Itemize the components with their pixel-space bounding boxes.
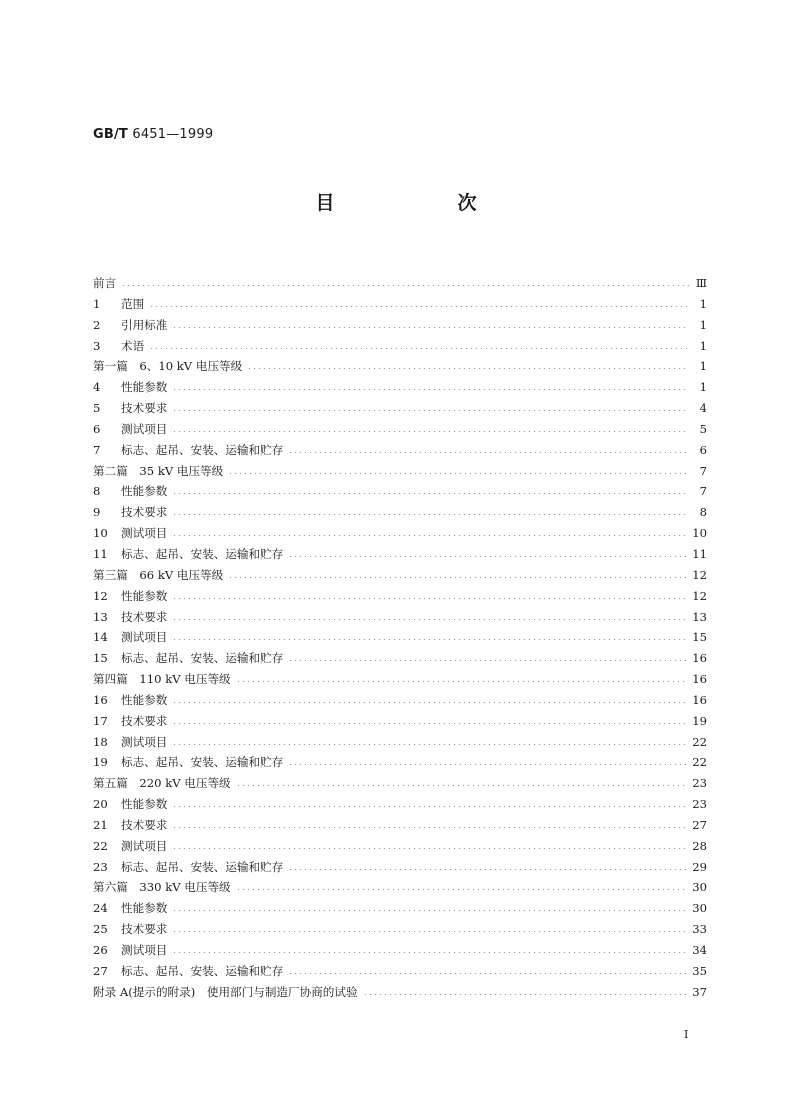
toc-entry-number: 15 [93,651,108,666]
toc-entry-number: 25 [93,922,108,937]
leader-dots [172,504,689,515]
toc-entry-text: 第二篇 35 kV 电压等级 [93,463,224,478]
leader-dots [121,275,689,286]
toc-entry-text: 测试项目 [121,838,168,853]
toc-entry[interactable] [93,400,707,421]
toc-entry-page: Ⅲ [695,276,707,290]
toc-entry-text: 附录 A(提示的附录) 使用部门与制造厂协商的试验 [93,984,358,999]
toc-entry[interactable] [93,713,707,734]
toc-entry-number: 20 [93,797,108,812]
toc-entry-text: 技术要求 [121,817,168,832]
leader-dots [172,421,689,432]
toc-entry-page: 27 [692,817,707,832]
toc-entry-text: 第六篇 330 kV 电压等级 [93,880,231,895]
toc-entry-page: 16 [692,692,707,707]
toc-entry-text: 范围 [121,296,145,311]
toc-entry-number: 19 [93,755,108,770]
toc-entry-label [93,629,167,645]
toc-entry-label [93,879,231,895]
table-of-contents [93,275,707,1005]
toc-entry-number: 21 [93,817,108,832]
leader-dots [172,317,689,328]
leader-dots [172,921,686,932]
toc-entry-text: 性能参数 [121,901,168,916]
toc-entry[interactable] [93,379,707,400]
leader-dots [288,650,686,661]
toc-entry-number: 7 [93,442,101,457]
toc-entry-text: 引用标准 [121,317,168,332]
toc-entry[interactable] [93,442,707,463]
toc-entry-text: 技术要求 [121,505,168,520]
toc-entry-page: 29 [692,859,707,874]
leader-dots [288,859,686,870]
leader-dots [172,588,686,599]
leader-dots [172,713,686,724]
toc-entry-text: 性能参数 [121,692,168,707]
toc-entry[interactable] [93,275,707,296]
leader-dots [363,984,687,995]
toc-entry-label [93,754,283,770]
standard-number: 6451—1999 [132,127,214,142]
toc-entry-page: 7 [699,484,707,499]
toc-entry-label [93,796,167,812]
toc-entry-page: 37 [692,984,707,999]
toc-entry-number: 6 [93,421,101,436]
toc-entry[interactable] [93,567,707,588]
toc-entry[interactable] [93,963,707,984]
toc-entry-label [93,942,167,958]
toc-entry[interactable] [93,421,707,442]
toc-entry-page: 1 [699,359,707,374]
toc-entry[interactable] [93,900,707,921]
toc-entry[interactable] [93,483,707,504]
toc-entry-label [93,713,167,729]
toc-entry-label [93,525,167,541]
toc-entry[interactable] [93,838,707,859]
toc-entry-label [93,546,283,562]
toc-entry-number: 3 [93,338,101,353]
toc-entry-page: 34 [692,943,707,957]
toc-entry-text: 测试项目 [121,943,168,957]
toc-entry-text: 标志、起吊、安装、运输和贮存 [121,755,284,770]
toc-entry-page: 5 [699,421,707,436]
leader-dots [172,942,686,953]
toc-entry-number: 11 [93,546,108,561]
toc-entry[interactable] [93,921,707,942]
toc-entry-text: 技术要求 [121,401,168,416]
toc-entry-label [93,296,144,312]
toc-entry-page: 23 [692,776,707,791]
toc-entry-text: 第四篇 110 kV 电压等级 [93,672,231,687]
toc-entry-number: 17 [93,713,108,728]
toc-entry-page: 12 [692,588,707,603]
toc-entry[interactable] [93,796,707,817]
toc-entry-label [93,817,167,833]
toc-entry-label [93,379,167,395]
toc-entry-page: 23 [692,797,707,812]
toc-entry-number: 8 [93,484,101,499]
toc-entry-label [93,442,283,458]
toc-entry-number: 14 [93,630,108,645]
toc-entry[interactable] [93,734,707,755]
toc-entry-text: 第三篇 66 kV 电压等级 [93,567,224,582]
toc-entry-text: 标志、起吊、安装、运输和贮存 [121,963,284,978]
toc-entry-page: 22 [692,734,707,749]
toc-entry-number: 13 [93,609,108,624]
toc-entry-page: 30 [692,901,707,916]
toc-entry[interactable] [93,754,707,775]
toc-entry-label [93,421,167,437]
toc-entry-page: 13 [692,609,707,624]
toc-entry-text: 测试项目 [121,630,168,645]
toc-entry-page: 4 [699,401,707,416]
toc-entry-page: 15 [692,630,707,645]
toc-entry-label [93,963,283,979]
toc-entry[interactable] [93,317,707,338]
toc-entry-label [93,609,167,625]
toc-entry-text: 性能参数 [121,484,168,499]
toc-entry-page: 1 [699,296,707,311]
toc-entry-page: 10 [692,526,707,541]
toc-entry-label [93,483,167,499]
toc-entry[interactable] [93,525,707,546]
standard-code [93,127,213,142]
leader-dots [172,525,686,536]
toc-entry[interactable] [93,629,707,650]
leader-dots [247,358,689,369]
toc-entry-number: 5 [93,401,101,416]
toc-entry-label [93,463,223,479]
toc-entry-text: 测试项目 [121,734,168,749]
toc-entry[interactable] [93,296,707,317]
toc-entry-page: 6 [699,442,707,457]
leader-dots [236,671,687,682]
toc-entry-text: 术语 [121,338,145,353]
toc-entry-number: 4 [93,380,101,395]
toc-entry-text: 第五篇 220 kV 电压等级 [93,776,231,791]
toc-entry-number: 12 [93,588,108,603]
toc-entry[interactable] [93,504,707,525]
toc-entry[interactable] [93,859,707,880]
toc-entry-number: 26 [93,943,108,957]
leader-dots [172,900,686,911]
toc-entry-page: 22 [692,755,707,770]
toc-entry-page: 30 [692,880,707,895]
toc-entry-text: 前言 [93,276,117,290]
toc-entry[interactable] [93,588,707,609]
toc-entry[interactable] [93,546,707,567]
toc-entry[interactable] [93,692,707,713]
toc-entry-number: 1 [93,296,101,311]
toc-entry[interactable] [93,358,707,379]
toc-entry-number: 27 [93,963,108,978]
toc-entry-page: 1 [699,380,707,395]
toc-entry[interactable] [93,879,707,900]
toc-entry-page: 11 [692,546,707,561]
toc-entry-page: 16 [692,672,707,687]
toc-entry-label [93,671,231,687]
toc-entry-number: 9 [93,505,101,520]
leader-dots [288,442,689,453]
page-number: I [684,1028,689,1041]
toc-entry-label [93,275,116,291]
toc-entry-page: 28 [692,838,707,853]
toc-entry-text: 第一篇 6、10 kV 电压等级 [93,359,243,374]
toc-entry-label [93,588,167,604]
toc-entry[interactable] [93,817,707,838]
toc-entry-number: 23 [93,859,108,874]
page-title: 目 次 [315,192,529,214]
toc-entry-page: 19 [692,713,707,728]
toc-entry-label [93,317,167,333]
toc-entry-number: 18 [93,734,108,749]
toc-entry-label [93,650,283,666]
toc-entry-label [93,921,167,937]
toc-entry-number: 16 [93,692,108,707]
leader-dots [149,296,689,307]
toc-entry-label [93,734,167,750]
leader-dots [172,796,686,807]
toc-entry-number: 22 [93,838,108,853]
toc-entry-text: 技术要求 [121,713,168,728]
toc-entry[interactable] [93,609,707,630]
toc-entry[interactable] [93,650,707,671]
toc-entry-page: 33 [692,922,707,937]
leader-dots [288,546,686,557]
leader-dots [228,567,686,578]
toc-entry-page: 1 [699,317,707,332]
toc-entry-label [93,775,231,791]
toc-entry-number: 24 [93,901,108,916]
toc-entry-text: 性能参数 [121,380,168,395]
toc-entry[interactable] [93,775,707,796]
toc-entry-label [93,859,283,875]
toc-entry-text: 标志、起吊、安装、运输和贮存 [121,859,284,874]
toc-entry[interactable] [93,984,707,1005]
leader-dots [172,379,689,390]
toc-entry-number: 2 [93,317,101,332]
toc-entry-label [93,400,167,416]
leader-dots [172,817,686,828]
toc-entry-page: 16 [692,651,707,666]
toc-entry[interactable] [93,338,707,359]
toc-entry-page: 1 [699,338,707,353]
toc-entry-text: 测试项目 [121,421,168,436]
toc-entry-label [93,358,242,374]
toc-entry-label [93,567,223,583]
toc-entry-page: 12 [692,567,707,582]
toc-entry-text: 标志、起吊、安装、运输和贮存 [121,546,284,561]
toc-entry[interactable] [93,463,707,484]
toc-entry-label [93,338,144,354]
toc-entry-text: 性能参数 [121,797,168,812]
toc-entry-number: 10 [93,526,108,541]
toc-entry[interactable] [93,671,707,692]
leader-dots [228,463,689,474]
leader-dots [172,692,686,703]
toc-entry[interactable] [93,942,707,963]
leader-dots [172,734,686,745]
toc-entry-page: 8 [699,505,707,520]
leader-dots [236,775,687,786]
toc-entry-text: 技术要求 [121,922,168,937]
leader-dots [236,879,687,890]
toc-entry-page: 35 [692,963,707,978]
toc-entry-page: 7 [699,463,707,478]
toc-entry-label [93,838,167,854]
leader-dots [288,754,686,765]
toc-entry-text: 标志、起吊、安装、运输和贮存 [121,651,284,666]
toc-entry-label [93,900,167,916]
toc-entry-label [93,692,167,708]
toc-entry-label [93,984,358,1000]
toc-entry-text: 测试项目 [121,526,168,541]
toc-entry-text: 标志、起吊、安装、运输和贮存 [121,442,284,457]
leader-dots [172,609,686,620]
leader-dots [288,963,686,974]
leader-dots [172,838,686,849]
leader-dots [149,338,689,349]
leader-dots [172,400,689,411]
leader-dots [172,483,689,494]
standard-prefix: GB/T [93,127,128,142]
toc-entry-text: 技术要求 [121,609,168,624]
leader-dots [172,629,686,640]
toc-entry-text: 性能参数 [121,588,168,603]
toc-entry-label [93,504,167,520]
